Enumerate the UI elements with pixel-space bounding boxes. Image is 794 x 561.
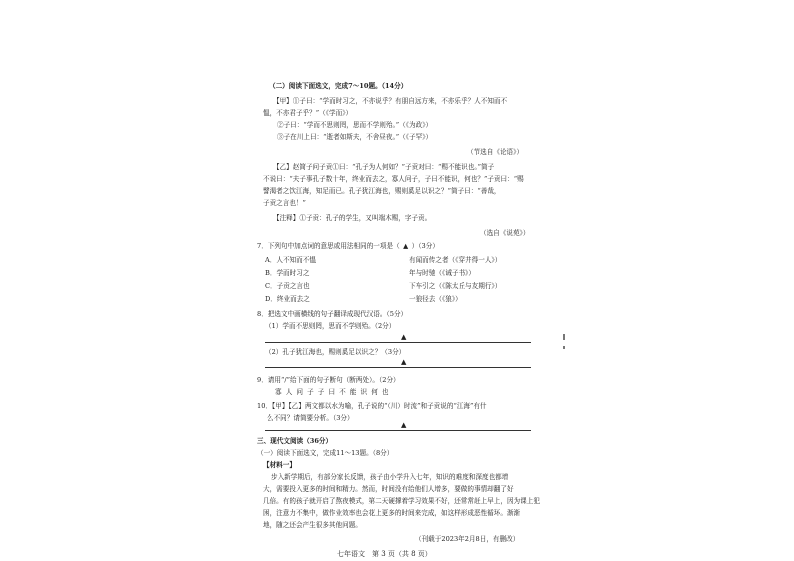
option-right: 有闻而传之者（《穿井得一人》）	[409, 256, 502, 264]
answer-blank: ▲	[403, 242, 409, 250]
section-heading: 三、现代文阅读（36分）	[257, 437, 333, 445]
question-8-stem: 8．把选文中画横线的句子翻译成现代汉语。（5分）	[257, 310, 408, 318]
passage-source: （选自《说苑》）	[480, 229, 530, 237]
translation-sentence-1: （1）学而不思则罔，思而不学则殆。（2分）	[265, 322, 396, 330]
passage-jia-line: 【甲】①子曰：“学而时习之，不亦说乎？有朋自远方来，不亦乐乎？人不知而不	[273, 97, 508, 105]
question-7-stem: 7．下列句中加点词的意思或用法相同的一项是（ ▲ ）（3分）	[257, 242, 439, 250]
option-left: C．子贡之言也	[265, 282, 310, 290]
material-source: （刊载于2023年2月8日，有删改）	[415, 535, 520, 543]
scan-mark	[563, 346, 565, 349]
translation-sentence-2: （2）孔子犹江海也，赐则奚足以识之？（3分）	[265, 348, 406, 356]
answer-line	[265, 367, 531, 368]
passage-yi-line: 譬渴者之饮江海，知足而已。孔子犹江海也，赐则奚足以识之？”简子曰：“善哉，	[263, 187, 501, 195]
passage-yi-line: 【乙】赵简子问子贡①曰：“孔子为人何如？”子贡对曰：“赐不能识也。”简子	[273, 163, 495, 171]
passage-yi-line: 子贡之言也！”	[263, 199, 306, 207]
answer-line	[265, 342, 531, 343]
material-paragraph-line: 几倍。有的孩子就开启了熬夜模式，第二天硬撑着学习效果不好，还常常赶上早上，因为课上犯	[263, 497, 540, 505]
passage-source: （节选自《论语》）	[467, 148, 524, 156]
question-9-stem: 9．请用“/”给下面的句子断句（断两处）。（2分）	[257, 376, 400, 384]
answer-blank-marker: ▲	[401, 358, 407, 366]
passage-jia-line: ③子在川上曰：“逝者如斯夫，不舍昼夜。”（《子罕》）	[277, 133, 433, 141]
material-paragraph-line: 地，随之还会产生很多其他问题。	[263, 521, 362, 529]
question-10-stem-cont: 么不同？请简要分析。（3分）	[267, 414, 354, 422]
answer-blank-marker: ▲	[401, 421, 407, 429]
passage-jia-line: 愠，不亦君子乎？”（《学而》）	[263, 109, 353, 117]
option-left: D．终业而去之	[265, 295, 310, 303]
material-paragraph-line: 步入新学期后，有部分家长反馈，孩子由小学升入七年，知识的难度和深度也都增	[271, 473, 509, 481]
material-paragraph-line: 困，注意力不集中，做作业效率也会花上更多的时间来完成，如这样形成恶性循环。渐渐	[263, 509, 521, 517]
material-paragraph-line: 大，需要投入更多的时间和精力。然而，时间没有给他们人增多，要做的事情却翻了好	[263, 485, 514, 493]
option-right: 年与时驰（《诫子书》）	[409, 269, 475, 277]
scan-mark	[563, 334, 565, 340]
annotation-note: 【注释】①子贡：孔子的学生，又叫端木赐，字子贡。	[273, 214, 432, 222]
option-left: B．学而时习之	[265, 269, 310, 277]
sentence-to-punctuate: 寡 人 问 子 子 曰 不 能 识 何 也	[275, 388, 390, 396]
section-heading: （二）阅读下面选文，完成7～10题。（14分）	[269, 82, 408, 90]
question-10-stem: 10．【甲】【乙】两文都以水为喻，孔子说的“（川）时流”和子贡说的“江海”有什	[257, 402, 487, 410]
answer-blank-marker: ▲	[401, 333, 407, 341]
passage-yi-line: 不说曰：“夫子事孔子数十年，终业而去之，寡人问子，子曰不能识，何也？”子贡曰：“赐	[263, 175, 524, 183]
page-footer: 七年语文 第 3 页（共 8 页）	[337, 550, 432, 558]
option-left: A．人不知而不愠	[265, 256, 316, 264]
passage-jia-line: ②子曰：“学而不思则罔，思而不学则殆。”（《为政》）	[277, 121, 433, 129]
material-label: 【材料一】	[263, 461, 296, 469]
answer-line	[265, 430, 531, 431]
option-right: 一狼径去（《狼》）	[409, 295, 462, 303]
option-right: 下车引之（《陈太丘与友期行》）	[409, 282, 502, 290]
subsection-heading: （一）阅读下面选文，完成11～13题。（8分）	[257, 449, 394, 457]
